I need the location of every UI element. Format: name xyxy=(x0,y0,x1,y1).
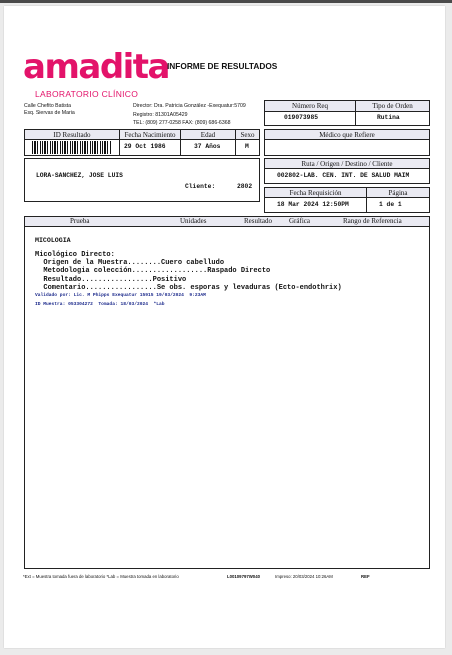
grafica-column-header: Gráfica xyxy=(289,217,310,225)
footer-printed: Impreso: 20/03/2024 10:26AM xyxy=(275,574,333,579)
edad-value: 37 Años xyxy=(194,143,221,150)
medico-box xyxy=(264,139,430,156)
lab-address-line1: Calle Chefito Batista xyxy=(24,103,71,109)
numero-req-value: 019073985 xyxy=(284,114,319,121)
pagina-value: 1 de 1 xyxy=(379,201,402,208)
result-line: Comentario.................Se obs. esporas y levaduras (Ecto-endothrix) xyxy=(35,284,342,292)
fecha-nacimiento-header: Fecha Nacimiento xyxy=(119,129,181,140)
amadita-logo: amadita xyxy=(23,47,170,87)
tipo-orden-value: Rutina xyxy=(377,114,400,121)
fecha-requisicion-value: 18 Mar 2024 12:50PM xyxy=(277,201,349,208)
director-line: Director: Dra. Patricia González -Exequatur:5709 xyxy=(133,103,246,109)
result-barcode xyxy=(32,141,112,154)
sexo-header: Sexo xyxy=(235,129,260,140)
rango-column-header: Rango de Referencia xyxy=(343,217,402,225)
id-resultado-header: ID Resultado xyxy=(24,129,120,140)
sexo-value: M xyxy=(245,143,249,150)
tipo-orden-header: Tipo de Orden xyxy=(355,100,430,112)
ruta-value: 002802-LAB. CEN. INT. DE SALUD MAIM xyxy=(277,172,410,179)
prueba-column-header: Prueba xyxy=(70,217,90,225)
sample-id: ID Muestra: 053304272 Tomada: 18/03/2024 *Lab xyxy=(35,302,165,307)
fecha-nacimiento-value: 29 Oct 1986 xyxy=(124,143,166,150)
footer-legend: *Ext = Muestra tomada fuera de laboratorio *Lab = Muestra tomada en laboratorio xyxy=(23,574,179,579)
unidades-column-header: Unidades xyxy=(180,217,207,225)
contact-line: TEL: (809) 277-0258 FAX: (809) 686-6368 xyxy=(133,120,231,126)
registro-line: Registro: 81301A05429 xyxy=(133,112,188,118)
ruta-header: Ruta / Origen / Destino / Cliente xyxy=(264,158,430,169)
edad-header: Edad xyxy=(180,129,236,140)
logo-subtitle: LABORATORIO CLÍNICO xyxy=(35,89,139,99)
resultado-column-header: Resultado xyxy=(244,217,272,225)
section-title: MICOLOGIA xyxy=(35,237,71,244)
patient-box xyxy=(24,158,260,202)
pagina-header: Página xyxy=(366,187,430,198)
result-line: Resultado.................Positivo xyxy=(35,276,187,284)
cliente-value: 2802 xyxy=(237,183,253,190)
result-line: Micológico Directo: xyxy=(35,251,115,259)
patient-name: LORA-SANCHEZ, JOSE LUIS xyxy=(36,172,123,179)
cliente-label: Cliente: xyxy=(185,183,216,190)
lab-address-line2: Esq. Siervas de Maria xyxy=(24,110,75,116)
numero-req-header: Número Req xyxy=(264,100,356,112)
medico-header: Médico que Refiere xyxy=(264,129,430,140)
footer-ref: REF xyxy=(361,574,370,579)
result-line: Origen de la Muestra........Cuero cabelludo xyxy=(35,259,225,267)
footer-code: L00109797W040 xyxy=(227,574,260,579)
report-page xyxy=(4,6,445,648)
validated-by: Validado por: Lic. M Phipps Exequatur 15915 19/03/2024 9:23AM xyxy=(35,293,206,298)
report-title: INFORME DE RESULTADOS xyxy=(167,61,278,71)
fecha-requisicion-header: Fecha Requisición xyxy=(264,187,367,198)
viewer-top-bar xyxy=(0,0,452,3)
result-line: Metodologia colección..................Raspado Directo xyxy=(35,267,271,275)
